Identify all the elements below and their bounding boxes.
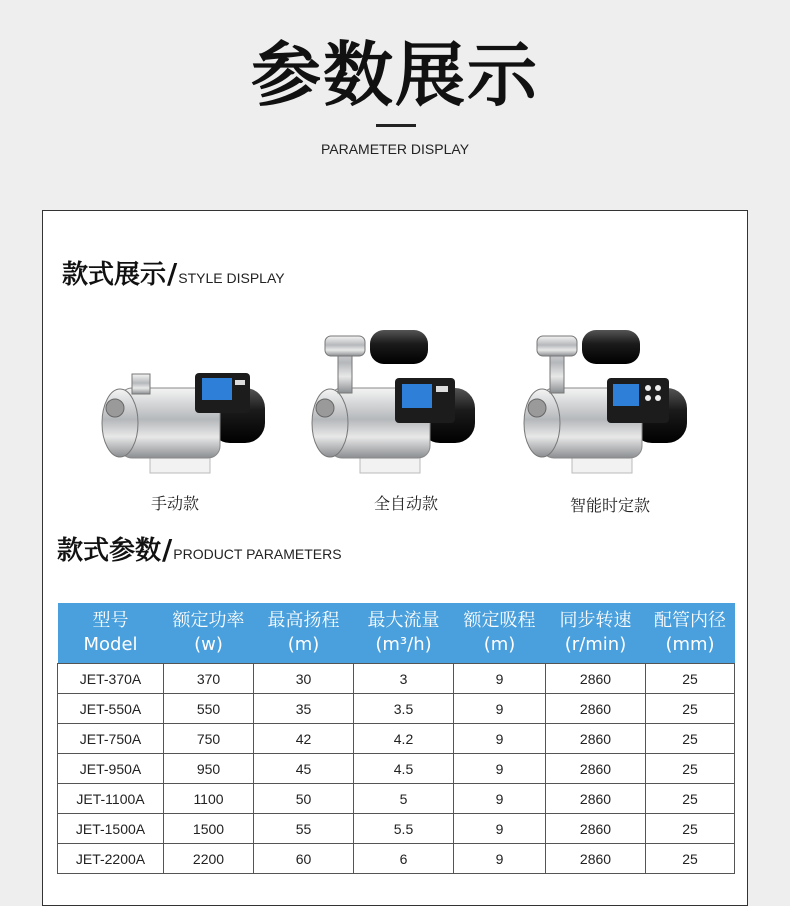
cell-pipe: 25 — [646, 694, 735, 724]
cell-suction: 9 — [454, 784, 546, 814]
cell-pipe: 25 — [646, 754, 735, 784]
header-sync-speed: 同步转速 (r/min) — [546, 603, 646, 664]
cell-model: JET-1100A — [58, 784, 164, 814]
product-parameters-heading — [57, 530, 342, 567]
header-max-flow: 最大流量 (m³/h) — [354, 603, 454, 664]
cell-head: 30 — [254, 664, 354, 694]
cell-suction: 9 — [454, 724, 546, 754]
cell-flow: 5 — [354, 784, 454, 814]
cell-flow: 5.5 — [354, 814, 454, 844]
cell-model: JET-370A — [58, 664, 164, 694]
cell-flow: 6 — [354, 844, 454, 874]
header-max-head: 最高扬程 (m) — [254, 603, 354, 664]
cell-head: 55 — [254, 814, 354, 844]
cell-suction: 9 — [454, 664, 546, 694]
cell-speed: 2860 — [546, 784, 646, 814]
cell-pipe: 25 — [646, 784, 735, 814]
cell-head: 60 — [254, 844, 354, 874]
style-label-automatic: 全自动款 — [373, 494, 438, 513]
header-rated-power: 额定功率 (w) — [164, 603, 254, 664]
cell-head: 50 — [254, 784, 354, 814]
style-label-smart-timer: 智能时定款 — [569, 496, 650, 515]
header-rated-suction: 额定吸程 (m) — [454, 603, 546, 664]
cell-pipe: 25 — [646, 814, 735, 844]
cell-model: JET-750A — [58, 724, 164, 754]
table-row — [58, 784, 735, 814]
cell-power: 2200 — [164, 844, 254, 874]
table-row — [58, 754, 735, 784]
cell-speed: 2860 — [546, 814, 646, 844]
cell-head: 45 — [254, 754, 354, 784]
style-display-subtitle: STYLE DISPLAY — [178, 270, 285, 286]
cell-head: 42 — [254, 724, 354, 754]
cell-model: JET-2200A — [58, 844, 164, 874]
cell-speed: 2860 — [546, 844, 646, 874]
table-row — [58, 844, 735, 874]
heading-slash: / — [167, 257, 178, 290]
table-row — [58, 724, 735, 754]
cell-suction: 9 — [454, 814, 546, 844]
cell-suction: 9 — [454, 694, 546, 724]
smart-timer-pump-image — [512, 318, 692, 478]
table-row — [58, 814, 735, 844]
cell-pipe: 25 — [646, 664, 735, 694]
cell-suction: 9 — [454, 844, 546, 874]
header-pipe-diameter: 配管内径 (mm) — [646, 603, 735, 664]
page-subtitle: PARAMETER DISPLAY — [320, 141, 470, 157]
style-display-heading — [62, 254, 285, 291]
table-row — [58, 664, 735, 694]
cell-flow: 4.2 — [354, 724, 454, 754]
cell-power: 1100 — [164, 784, 254, 814]
cell-power: 370 — [164, 664, 254, 694]
page-title: 参数展示 — [251, 34, 539, 116]
cell-flow: 3 — [354, 664, 454, 694]
parameters-table — [57, 603, 735, 874]
cell-model: JET-550A — [58, 694, 164, 724]
product-parameters-title: 款式参数 — [57, 536, 162, 566]
cell-head: 35 — [254, 694, 354, 724]
cell-speed: 2860 — [546, 724, 646, 754]
cell-speed: 2860 — [546, 664, 646, 694]
table-row — [58, 694, 735, 724]
cell-pipe: 25 — [646, 844, 735, 874]
cell-flow: 4.5 — [354, 754, 454, 784]
style-display-title: 款式展示 — [62, 260, 167, 290]
cell-power: 550 — [164, 694, 254, 724]
table-header-row — [58, 603, 735, 664]
product-parameters-subtitle: PRODUCT PARAMETERS — [173, 546, 342, 562]
cell-power: 1500 — [164, 814, 254, 844]
cell-model: JET-1500A — [58, 814, 164, 844]
cell-power: 750 — [164, 724, 254, 754]
cell-pipe: 25 — [646, 724, 735, 754]
automatic-pump-image — [300, 318, 480, 478]
manual-pump-image — [90, 318, 270, 478]
cell-suction: 9 — [454, 754, 546, 784]
heading-slash: / — [162, 533, 173, 566]
cell-speed: 2860 — [546, 694, 646, 724]
style-label-manual: 手动款 — [150, 494, 199, 513]
cell-model: JET-950A — [58, 754, 164, 784]
title-divider — [376, 124, 416, 127]
cell-speed: 2860 — [546, 754, 646, 784]
header-model: 型号 Model — [58, 603, 164, 664]
cell-power: 950 — [164, 754, 254, 784]
cell-flow: 3.5 — [354, 694, 454, 724]
